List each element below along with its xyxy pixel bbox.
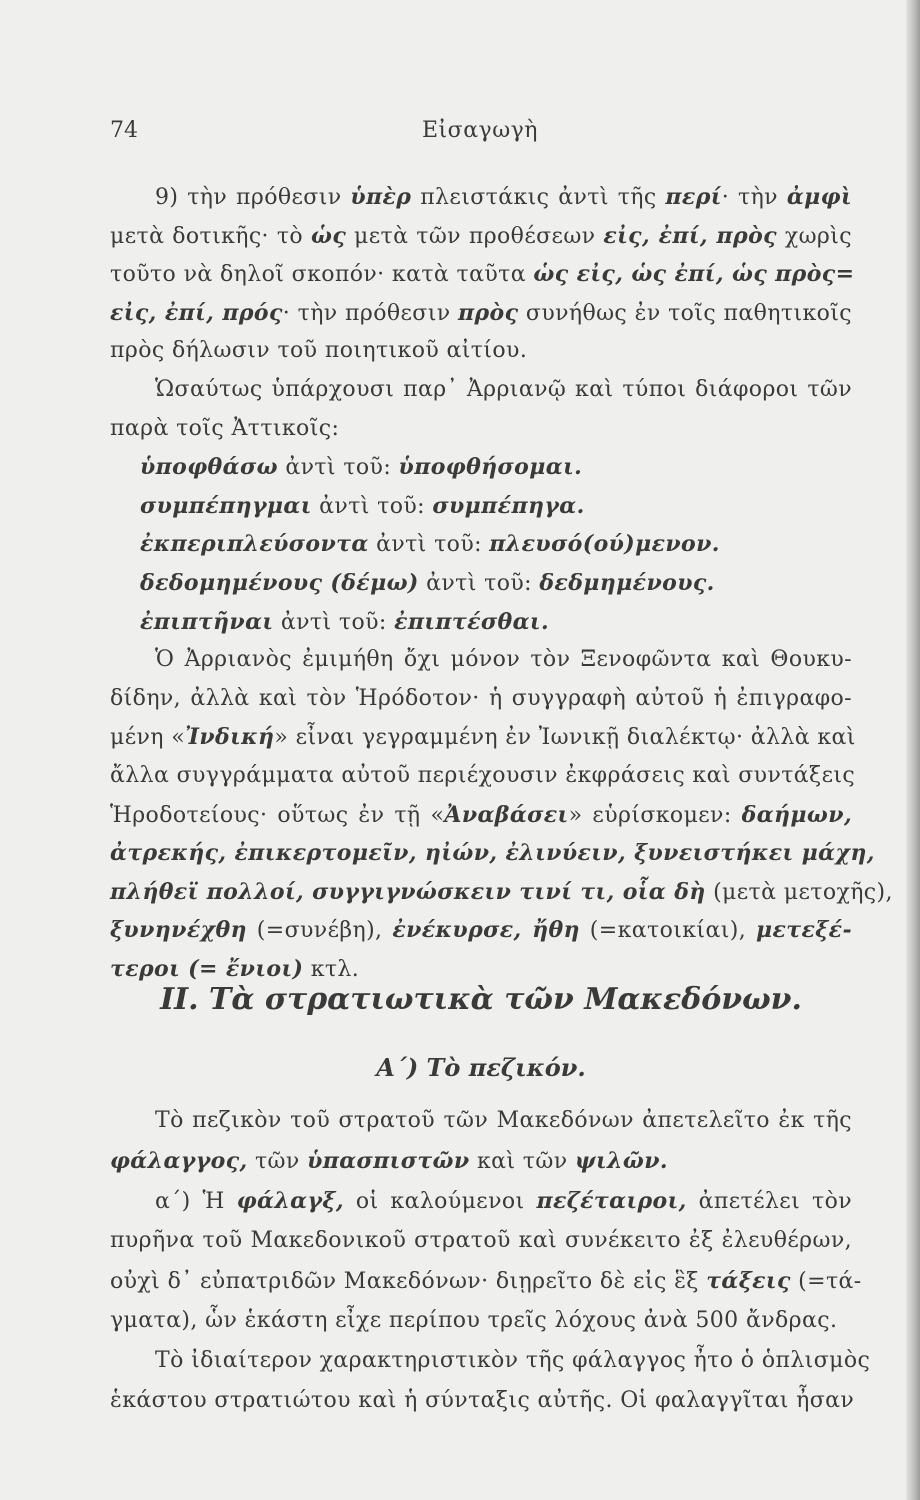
- text-line: μένη «Ἰνδική» εἶναι γεγραμμένη ἐν Ἰωνικῇ διαλέκτῳ· ἀλλὰ καὶ: [110, 724, 856, 751]
- body-text-infantry: [110, 1101, 871, 1421]
- text-line: Ἡροδοτείους· οὕτως ἐν τῇ «Ἀναβάσει» εὑρίσκομεν: δαήμων,: [110, 801, 852, 828]
- text-line: Τὸ ἰδιαίτερον χαρακτηριστικὸν τῆς φάλαγγος ἦτο ὁ ὁπλισμὸς: [155, 1348, 871, 1373]
- text-line: Ὁ Ἀρριανὸς ἐμιμήθη ὄχι μόνον τὸν Ξενοφῶντα καὶ Θουκυ-: [155, 647, 852, 673]
- text-line: ξυνηνέχθη (=συνέβη), ἐνέκυρσε, ἤθη (=κατοικίαι), μετεξέ-: [110, 917, 852, 944]
- text-line: τοῦτο νὰ δηλοῖ σκοπόν· κατὰ ταῦτα ὡς εἰς, ὡς ἐπί, ὡς πρὸς=: [110, 261, 855, 288]
- example-line: δεδομημένους (δέμω) ἀντὶ τοῦ: δεδμημένους.: [140, 569, 715, 596]
- text-line: α΄) Ἡ φάλαγξ, οἱ καλούμενοι πεζέταιροι, ἀπετέλει τὸν: [155, 1188, 852, 1214]
- text-line: Ὡσαύτως ὑπάρχουσι παρ᾽ Ἀρριανῷ καὶ τύποι διάφοροι τῶν: [155, 376, 852, 402]
- text-line: 9) τὴν πρόθεσιν ὑπὲρ πλειστάκις ἀντὶ τῆς περί· τὴν ἀμφὶ: [155, 184, 852, 210]
- page-number: 74: [110, 118, 138, 143]
- text-line: οὐχὶ δ᾽ εὐπατριδῶν Μακεδόνων· διῃρεῖτο δὲ εἰς ἓξ τάξεις (=τά-: [110, 1268, 862, 1294]
- text-line: παρὰ τοῖς Ἀττικοῖς:: [110, 415, 340, 441]
- body-text: [110, 178, 893, 988]
- page-header: [110, 118, 850, 148]
- text-line: πρὸς δήλωσιν τοῦ ποιητικοῦ αἰτίου.: [110, 338, 528, 364]
- running-head: Εἰσαγωγὴ: [422, 118, 538, 143]
- section-title: II. Τὰ στρατιωτικὰ τῶν Μακεδόνων.: [160, 982, 802, 1017]
- page-edge: [906, 0, 920, 1500]
- text-line: γματα), ὧν ἑκάστη εἶχε περίπου τρεῖς λόχους ἀνὰ 500 ἄνδρας.: [110, 1308, 838, 1333]
- example-line: ὑποφθάσω ἀντὶ τοῦ: ὑποφθήσομαι.: [140, 454, 583, 481]
- text-line: τεροι (= ἔνιοι) κτλ.: [110, 955, 360, 982]
- text-line: εἰς, ἐπί, πρός· τὴν πρόθεσιν πρὸς συνήθως ἐν τοῖς παθητικοῖς: [110, 299, 853, 326]
- text-line: ἄλλα συγγράμματα αὐτοῦ περιέχουσιν ἐκφράσεις καὶ συντάξεις: [110, 762, 856, 788]
- example-line: ἐπιπτῆναι ἀντὶ τοῦ: ἐπιπτέσθαι.: [140, 608, 550, 635]
- example-line: ἐκπεριπλεύσοντα ἀντὶ τοῦ: πλευσό(ού)μενον.: [140, 531, 720, 558]
- text-line: δίδην, ἀλλὰ καὶ τὸν Ἡρόδοτον· ἡ συγγραφὴ αὐτοῦ ἡ ἐπιγραφο-: [110, 685, 852, 711]
- text-line: φάλαγγος, τῶν ὑπασπιστῶν καὶ τῶν ψιλῶν.: [110, 1148, 668, 1174]
- text-line: πλήθεϊ πολλοί, συγγιγνώσκειν τινί τι, οἷα δὴ (μετὰ μετοχῆς),: [110, 878, 893, 905]
- text-line: πυρῆνα τοῦ Μακεδονικοῦ στρατοῦ καὶ συνέκειτο ἐξ ἐλευθέρων,: [110, 1228, 852, 1253]
- text-line: ἀτρεκής, ἐπικερτομεῖν, ηἰών, ἐλινύειν, ξυνειστήκει μάχη,: [110, 840, 875, 867]
- subsection-title: Α΄) Τὸ πεζικόν.: [376, 1053, 586, 1082]
- example-line: συμπέπηγμαι ἀντὶ τοῦ: συμπέπηγα.: [140, 492, 585, 519]
- text-line: μετὰ δοτικῆς· τὸ ὡς μετὰ τῶν προθέσεων εἰς, ἐπί, πρὸς χωρὶς: [110, 222, 853, 249]
- text-line: ἑκάστου στρατιώτου καὶ ἡ σύνταξις αὐτῆς. Οἱ φαλαγγῖται ἦσαν: [110, 1388, 855, 1413]
- text-line: Τὸ πεζικὸν τοῦ στρατοῦ τῶν Μακεδόνων ἀπετελεῖτο ἐκ τῆς: [155, 1108, 852, 1133]
